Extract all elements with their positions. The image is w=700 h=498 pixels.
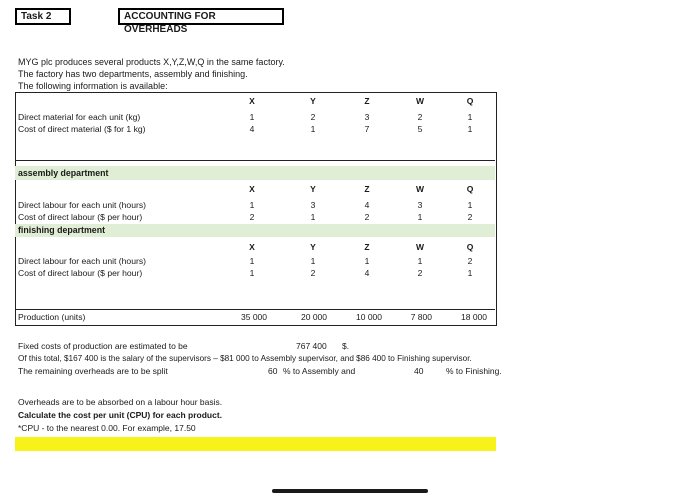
finishing-rate-label: Cost of direct labour ($ per hour) <box>18 268 143 278</box>
assembly-percent: 60 <box>268 366 278 376</box>
finishing-col-header-x: X <box>249 242 255 252</box>
assembly-hours-value: 4 <box>364 200 370 210</box>
assembly-rate-value: 2 <box>467 212 473 222</box>
material-cost-value: 1 <box>467 124 473 134</box>
assembly-rate-value: 2 <box>249 212 255 222</box>
finishing-col-header-y: Y <box>310 242 316 252</box>
assembly-col-header-y: Y <box>310 184 316 194</box>
finishing-percent: 40 <box>414 366 424 376</box>
production-divider <box>15 309 495 310</box>
production-label: Production (units) <box>18 312 86 322</box>
home-indicator[interactable] <box>272 489 428 493</box>
finishing-hours-label: Direct labour for each unit (hours) <box>18 256 147 266</box>
assembly-percent-text: % to Assembly and <box>283 366 356 376</box>
col-header-x: X <box>249 96 255 106</box>
material-cost-value: 7 <box>364 124 370 134</box>
assembly-hours-value: 1 <box>467 200 473 210</box>
col-header-z: Z <box>364 96 370 106</box>
section-divider <box>15 160 495 161</box>
intro-line-1: MYG plc produces several products X,Y,Z,W,Q in the same factory. <box>18 57 285 67</box>
assembly-hours-value: 1 <box>249 200 255 210</box>
finishing-col-header-z: Z <box>364 242 370 252</box>
page-title: ACCOUNTING FOR OVERHEADS <box>118 8 284 25</box>
finishing-col-header-w: W <box>415 242 425 252</box>
material-row-label: Direct material for each unit (kg) <box>18 112 141 122</box>
production-value-z: 10 000 <box>356 312 382 322</box>
rounding-note: *CPU - to the nearest 0.00. For example, 17.50 <box>18 423 196 433</box>
material-cost-value: 1 <box>310 124 316 134</box>
col-header-y: Y <box>310 96 316 106</box>
supervisors-text: Of this total, $167 400 is the salary of the supervisors – $81 000 to Assembly supervisor, and $86 400 to Finishing supervisor. <box>18 354 472 363</box>
finishing-percent-text: % to Finishing. <box>446 366 502 376</box>
finishing-section-title: finishing department <box>18 225 105 235</box>
assembly-col-header-x: X <box>249 184 255 194</box>
finishing-rate-value: 2 <box>417 268 423 278</box>
finishing-hours-value: 1 <box>364 256 370 266</box>
answer-highlight-band[interactable] <box>15 437 496 451</box>
task-label: Task 2 <box>15 8 71 25</box>
finishing-rate-value: 1 <box>467 268 473 278</box>
fixed-costs-value: 767 400 <box>296 341 327 351</box>
material-cost-value: 4 <box>249 124 255 134</box>
finishing-hours-value: 1 <box>417 256 423 266</box>
finishing-rate-value: 4 <box>364 268 370 278</box>
col-header-w: W <box>415 96 425 106</box>
material-cost-value: 5 <box>417 124 423 134</box>
finishing-hours-value: 2 <box>467 256 473 266</box>
intro-line-2: The factory has two departments, assembly and finishing. <box>18 69 248 79</box>
assembly-hours-value: 3 <box>417 200 423 210</box>
task-instruction: Calculate the cost per unit (CPU) for each product. <box>18 410 223 420</box>
production-value-y: 20 000 <box>301 312 327 322</box>
production-value-w: 7 800 <box>410 312 432 322</box>
material-value: 2 <box>417 112 423 122</box>
material-value: 2 <box>310 112 316 122</box>
finishing-col-header-q: Q <box>466 242 474 252</box>
fixed-costs-label: Fixed costs of production are estimated to be <box>18 341 188 351</box>
finishing-hours-value: 1 <box>310 256 316 266</box>
production-value-q: 18 000 <box>461 312 487 322</box>
assembly-rate-label: Cost of direct labour ($ per hour) <box>18 212 143 222</box>
finishing-rate-value: 1 <box>249 268 255 278</box>
assembly-section-title: assembly department <box>18 168 109 178</box>
production-value-x: 35 000 <box>241 312 267 322</box>
col-header-q: Q <box>466 96 474 106</box>
fixed-costs-unit: $. <box>342 341 350 351</box>
assembly-col-header-q: Q <box>466 184 474 194</box>
absorption-text: Overheads are to be absorbed on a labour hour basis. <box>18 397 223 407</box>
assembly-hours-label: Direct labour for each unit (hours) <box>18 200 147 210</box>
assembly-rate-value: 1 <box>310 212 316 222</box>
assembly-col-header-z: Z <box>364 184 370 194</box>
finishing-rate-value: 2 <box>310 268 316 278</box>
material-value: 1 <box>467 112 473 122</box>
material-value: 1 <box>249 112 255 122</box>
assembly-col-header-w: W <box>415 184 425 194</box>
intro-line-3: The following information is available: <box>18 81 168 91</box>
finishing-hours-value: 1 <box>249 256 255 266</box>
material-cost-label: Cost of direct material ($ for 1 kg) <box>18 124 146 134</box>
remaining-label: The remaining overheads are to be split <box>18 366 168 376</box>
assembly-rate-value: 1 <box>417 212 423 222</box>
assembly-hours-value: 3 <box>310 200 316 210</box>
material-value: 3 <box>364 112 370 122</box>
assembly-rate-value: 2 <box>364 212 370 222</box>
